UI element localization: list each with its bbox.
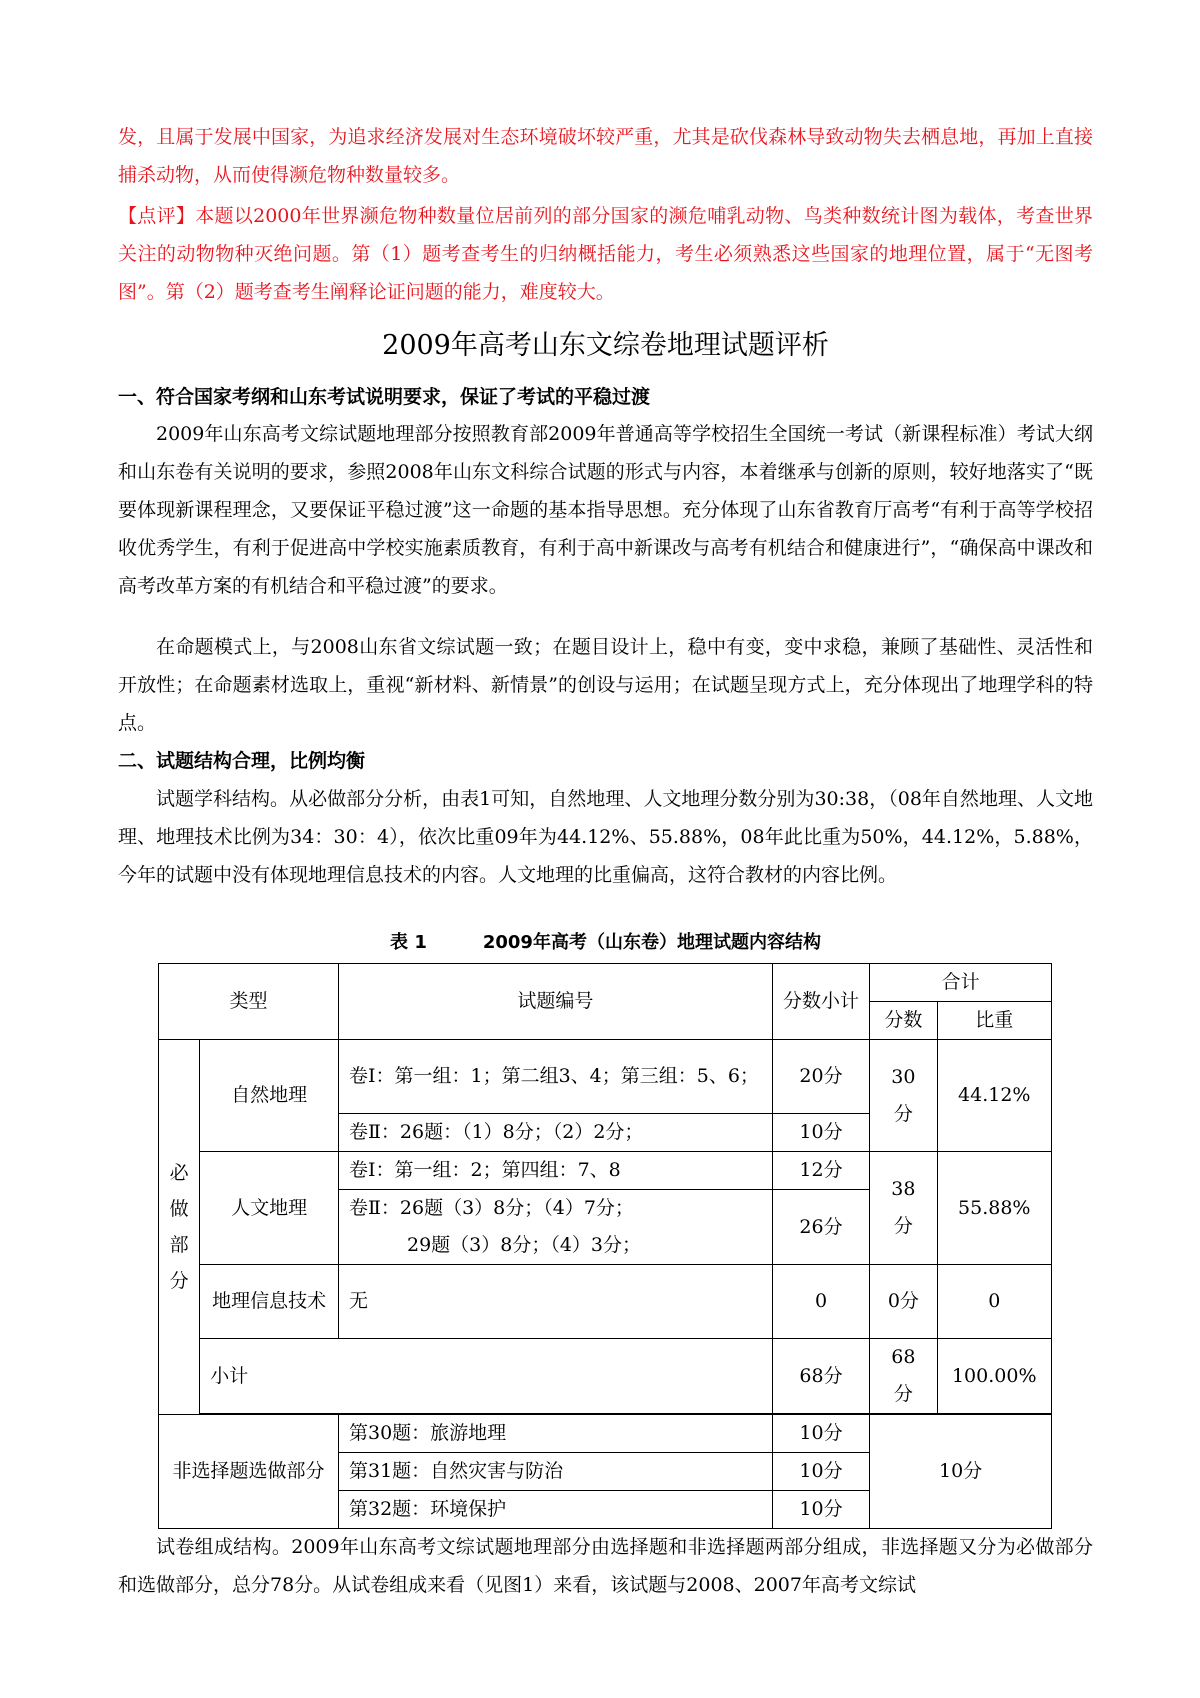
- physical-geo-row2: 卷Ⅱ：26题：（1）8分；（2）2分；: [338, 1114, 772, 1152]
- subtotal-label: 小计: [200, 1339, 773, 1414]
- optional-row1-score: 10分: [772, 1415, 870, 1453]
- subtotal-ratio: 100.00%: [937, 1339, 1052, 1414]
- geo-info-tech-score: 0: [772, 1265, 870, 1339]
- human-geo-label: 人文地理: [200, 1152, 339, 1265]
- table-caption-text: 2009年高考（山东卷）地理试题内容结构: [482, 932, 821, 953]
- review-comment-text: 【点评】本题以2000年世界濒危物种数量位居前列的部分国家的濒危哺乳动物、鸟类种数统计图为载体，考查世界关注的动物物种灭绝问题。第（1）题考查考生的归纳概括能力，考生必须熟悉这些国家的地理位置，属于“无图考图”。第（2）题考查考生阐释论证问题的能力，难度较大。: [118, 205, 1093, 303]
- human-geo-row1-score: 12分: [772, 1152, 870, 1190]
- header-total: 合计: [870, 964, 1052, 1002]
- optional-row3: 第32题：环境保护: [338, 1491, 772, 1529]
- physical-geo-row1-score: 20分: [772, 1040, 870, 1114]
- table-caption: [118, 928, 1093, 958]
- human-geo-row1: 卷Ⅰ：第一组：2；第四组：7、8: [338, 1152, 772, 1190]
- human-geo-ratio: 55.88%: [937, 1152, 1052, 1265]
- optional-row3-score: 10分: [772, 1491, 870, 1529]
- geo-info-tech-label: 地理信息技术: [200, 1265, 339, 1339]
- section-heading-2: 二、试题结构合理，比例均衡: [118, 750, 366, 772]
- human-geo-row2-score: 26分: [772, 1190, 870, 1265]
- table-caption-label: 表 1: [390, 932, 427, 953]
- human-geo-row2-line2: 29题（3）8分；（4）3分；: [406, 1234, 642, 1256]
- optional-row1: 第30题：旅游地理: [338, 1415, 772, 1453]
- geo-info-tech-total: 0分: [870, 1265, 937, 1339]
- physical-geo-total: 30分: [870, 1040, 937, 1152]
- header-type: 类型: [159, 964, 339, 1040]
- optional-section-label: 非选择题选做部分: [159, 1415, 339, 1529]
- body-paragraph-4: 试卷组成结构。2009年山东高考文综试题地理部分由选择题和非选择题两部分组成，非选择题又分为必做部分和选做部分，总分78分。从试卷组成来看（见图1）来看，该试题与2008、2007年高考文综试: [118, 1536, 1093, 1596]
- section-heading-1: 一、符合国家考纲和山东考试说明要求，保证了考试的平稳过渡: [118, 386, 651, 408]
- physical-geo-row1: 卷Ⅰ：第一组：1；第二组3、4；第三组：5、6；: [338, 1040, 772, 1114]
- header-ratio: 比重: [937, 1002, 1052, 1040]
- geo-info-tech-questions: 无: [338, 1265, 772, 1339]
- required-section-text: 必做部分: [169, 1162, 189, 1292]
- subtotal-score: 68分: [772, 1339, 870, 1414]
- optional-row2: 第31题：自然灾害与防治: [338, 1453, 772, 1491]
- body-paragraph-2: 在命题模式上，与2008山东省文综试题一致；在题目设计上，稳中有变，变中求稳，兼顾了基础性、灵活性和开放性；在命题素材选取上，重视“新材料、新情景”的创设与运用；在试题呈现方式上，充分体现出了地理学科的特点。: [118, 636, 1093, 734]
- physical-geo-label: 自然地理: [200, 1040, 339, 1152]
- subtotal-total: 68分: [870, 1339, 937, 1414]
- body-paragraph-1: 2009年山东高考文综试题地理部分按照教育部2009年普通高等学校招生全国统一考试（新课程标准）考试大纲和山东卷有关说明的要求，参照2008年山东文科综合试题的形式与内容，本着继承与创新的原则，较好地落实了“既要体现新课程理念，又要保证平稳过渡”这一命题的基本指导思想。充分体现了山东省教育厅高考“有利于高等学校招收优秀学生，有利于促进高中学校实施素质教育，有利于高中新课改与高考有机结合和健康进行”，“确保高中课改和高考改革方案的有机结合和平稳过渡”的要求。: [118, 423, 1093, 597]
- review-answer-text: 发，且属于发展中国家，为追求经济发展对生态环境破坏较严重，尤其是砍伐森林导致动物失去栖息地，再加上直接捕杀动物，从而使得濒危物种数量较多。: [118, 126, 1093, 186]
- header-score: 分数: [870, 1002, 937, 1040]
- header-subtotal: 分数小计: [772, 964, 870, 1040]
- body-paragraph-3: 试题学科结构。从必做部分分析，由表1可知，自然地理、人文地理分数分别为30:38，（08年自然地理、人文地理、地理技术比例为34：30：4），依次比重09年为44.12%、55.88%，08年此比重为50%，44.12%，5.88%，今年的试题中没有体现地理信息技术的内容。人文地理的比重偏高，这符合教材的内容比例。: [118, 788, 1093, 886]
- required-section-label: [159, 1040, 200, 1415]
- page-title: 2009年高考山东文综卷地理试题评析: [382, 330, 829, 361]
- optional-row2-score: 10分: [772, 1453, 870, 1491]
- human-geo-row2-line1: 卷Ⅱ：26题（3）8分；（4）7分；: [348, 1197, 634, 1219]
- header-question-number: 试题编号: [338, 964, 772, 1040]
- content-structure-table: [158, 963, 1052, 1529]
- geo-info-tech-ratio: 0: [937, 1265, 1052, 1339]
- optional-total: 10分: [870, 1415, 1052, 1529]
- human-geo-row2: [338, 1190, 772, 1265]
- human-geo-total: 38分: [870, 1152, 937, 1265]
- physical-geo-ratio: 44.12%: [937, 1040, 1052, 1152]
- physical-geo-row2-score: 10分: [772, 1114, 870, 1152]
